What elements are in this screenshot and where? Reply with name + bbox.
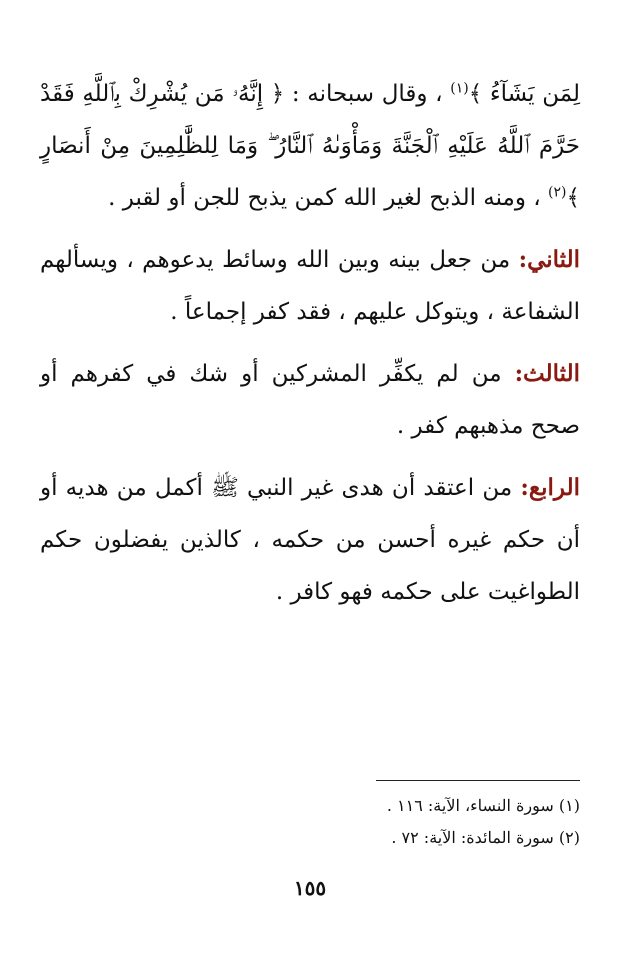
footnotes: [40, 790, 580, 854]
footnote-ref-2: (٢): [548, 184, 567, 201]
quran-verse-ending: لِمَن يَشَآءُ: [489, 81, 581, 107]
paragraph-3-text: من لم يكفِّر المشركين أو شك في كفرهم أو صحح مذهبهم كفر .: [40, 361, 580, 439]
main-text: [40, 68, 580, 628]
paragraph-3: [40, 348, 580, 452]
page-number: ١٥٥: [293, 876, 327, 900]
paragraph-2-text: من جعل بينه وبين الله وسائط يدعوهم ، ويسألهم الشفاعة ، ويتوكل عليهم ، فقد كفر إجماعاً .: [40, 247, 580, 325]
connector-text: ، وقال سبحانه :: [291, 81, 443, 107]
footnote-divider: [376, 780, 580, 781]
paragraph-4-text-after: أكمل من هديه أو أن حكم غيره أحسن من حكمه ، كالذين يفضلون حكم الطواغيت على حكمه فهو كافر .: [40, 475, 580, 605]
quran-verse: إِنَّهُۥ مَن يُشْرِكْ بِٱللَّهِ فَقَدْ حَرَّمَ ٱللَّهُ عَلَيْهِ ٱلْجَنَّةَ وَمَأْوَىٰهُ ٱلنَّارُ ۖ وَمَا لِلظَّٰلِمِينَ مِنْ أَنصَارٍ: [40, 81, 580, 159]
section-label-second: الثاني:: [518, 246, 580, 273]
verse-close-bracket: ﴾: [468, 81, 483, 107]
section-label-third: الثالث:: [514, 360, 580, 387]
section-label-fourth: الرابع:: [520, 474, 580, 501]
footnote-1: (١) سورة النساء، الآية: ١١٦ .: [386, 796, 580, 815]
footnote-ref-1: (١): [450, 80, 469, 97]
honorific-glyph: ﷺ: [211, 475, 239, 501]
paragraph-4-text-before: من اعتقد أن هدى غير النبي: [238, 475, 521, 501]
verse-open-bracket: ﴿: [270, 81, 285, 107]
paragraph-1: [40, 68, 580, 224]
paragraph-2: [40, 234, 580, 338]
continuation-text: ، ومنه الذبح لغير الله كمن يذبح للجن أو لقبر .: [108, 185, 541, 211]
footnote-2: (٢) سورة المائدة: الآية: ٧٢ .: [391, 828, 580, 847]
verse-close-bracket-2: ﴾: [566, 185, 580, 211]
paragraph-4: [40, 462, 580, 618]
